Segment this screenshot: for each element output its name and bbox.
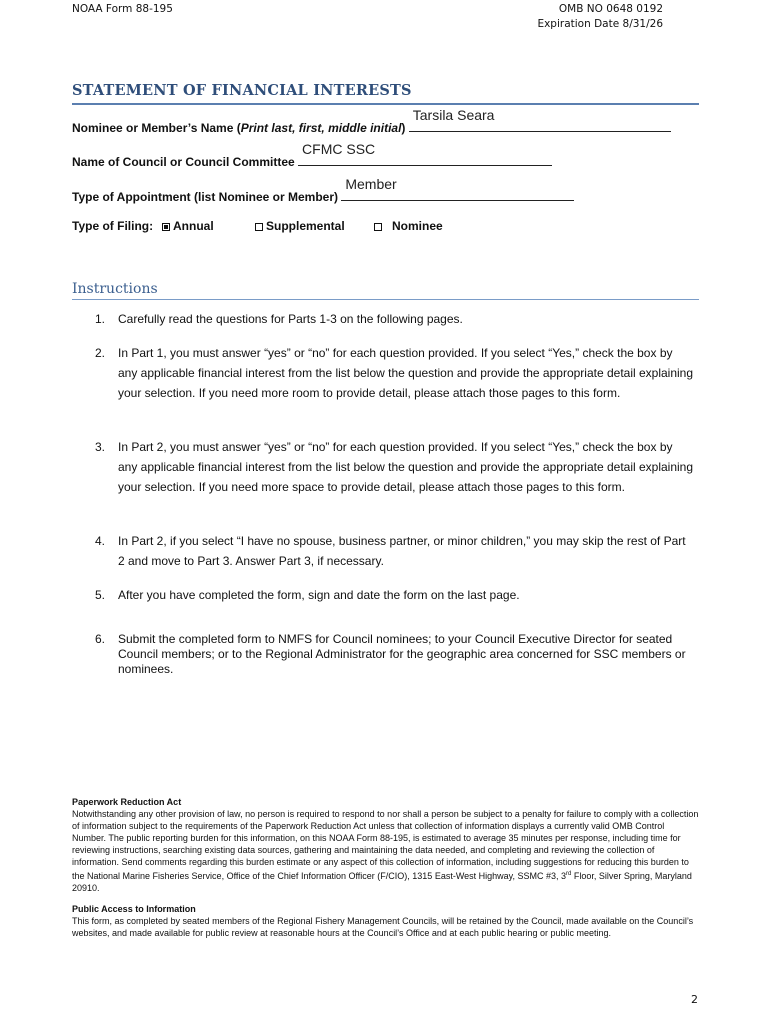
- instruction-text: After you have completed the form, sign and date the form on the last page.: [118, 588, 520, 602]
- paperwork-text-a: Notwithstanding any other provision of law, no person is required to respond to nor shall a person be subject to a penalty for failure to comply with a collection of information subject to the requirements of the Paperwork Reduction Act unless that collection of information displays a currently valid OMB Control Number. The public reporting burden for this information, on this NOAA Form 88-195, is estimated to average 35 minutes per response, including time for reviewing instructions, searching existing data sources, gathering and maintaining the data needed, and completing and reviewing the collection of information. Send comments regarding this burden estimate or any aspect of this collection of information, including suggestions for reducing this burden to the National Marine Fisheries Service, Office of the Chief Information Officer (F/CIO), 1315 East-West Highway, SSMC #3, 3: [72, 809, 699, 881]
- instruction-text: In Part 2, you must answer “yes” or “no” for each question provided. If you select “Yes,” check the box by any applicable financial interest from the list below the question and provide the appropriate detail explaining your selection. If you need more space to provide detail, please attach those pages to this form.: [118, 440, 694, 494]
- expiration-date: Expiration Date 8/31/26: [537, 18, 663, 30]
- instruction-number: 4.: [95, 534, 106, 548]
- council-name-field: [72, 141, 552, 169]
- council-name-value: CFMC SSC: [302, 141, 376, 157]
- instruction-number: 6.: [95, 632, 106, 646]
- filing-option-annual[interactable]: [162, 219, 214, 233]
- supplemental-checkbox[interactable]: [255, 223, 263, 231]
- title-rule: [72, 103, 699, 105]
- instruction-number: 1.: [95, 312, 106, 326]
- instruction-item: [95, 343, 695, 403]
- page-title: STATEMENT OF FINANCIAL INTERESTS: [72, 82, 412, 99]
- supplemental-label: Supplemental: [266, 219, 345, 233]
- appointment-type-input[interactable]: [341, 176, 574, 201]
- omb-number: OMB NO 0648 0192: [558, 3, 663, 15]
- instruction-item: [95, 437, 695, 497]
- instruction-number: 5.: [95, 588, 106, 602]
- paperwork-text: [72, 808, 700, 894]
- page-number: 2: [691, 993, 698, 1006]
- instruction-text: In Part 2, if you select “I have no spouse, business partner, or minor children,” you may skip the rest of Part 2 and move to Part 3. Answer Part 3, if necessary.: [118, 534, 686, 568]
- instruction-item: [95, 309, 695, 329]
- nominee-label-b: Print last, first, middle initial: [240, 121, 402, 135]
- annual-checkbox[interactable]: [162, 223, 170, 231]
- filing-type-label: Type of Filing:: [72, 219, 154, 233]
- filing-option-nominee[interactable]: [374, 219, 443, 233]
- nominee-name-input[interactable]: [409, 107, 671, 132]
- instruction-text: In Part 1, you must answer “yes” or “no” for each question provided. If you select “Yes,” check the box by any applicable financial interest from the list below the question and provide the appropriate detail explaining your selection. If you need more room to provide detail, please attach those pages to this form.: [118, 346, 694, 400]
- instructions-rule: [72, 299, 699, 300]
- nominee-label-a: Nominee or Member’s Name (: [72, 121, 241, 135]
- nominee-name-field: [72, 107, 671, 135]
- nominee-label: Nominee: [392, 219, 443, 233]
- annual-label: Annual: [173, 219, 214, 233]
- instruction-number: 3.: [95, 440, 106, 454]
- instruction-item: [95, 632, 695, 677]
- instruction-item: [95, 585, 695, 605]
- instruction-item: [95, 531, 695, 571]
- paperwork-text-b: Floor, Silver Spring, Maryland 20910.: [72, 871, 692, 893]
- instruction-text: Carefully read the questions for Parts 1-3 on the following pages.: [118, 312, 463, 326]
- public-access-text: This form, as completed by seated members of the Regional Fishery Management Councils, will be retained by the Council, made available on the Council’s websites, and made available for public review at reasonable hours at the Council’s Office and at each public hearing or public meeting.: [72, 916, 694, 938]
- filing-option-supplemental[interactable]: [255, 219, 345, 233]
- council-label: Name of Council or Council Committee: [72, 155, 295, 169]
- nominee-checkbox[interactable]: [374, 223, 382, 231]
- form-number: NOAA Form 88-195: [72, 3, 173, 15]
- paperwork-sup: rd: [566, 871, 572, 877]
- nominee-label-c: ): [401, 121, 406, 135]
- appointment-type-field: [72, 176, 574, 204]
- instruction-number: 2.: [95, 346, 106, 360]
- instruction-text: Submit the completed form to NMFS for Council nominees; to your Council Executive Director for seated Council members; or to the Regional Administrator for the geographic area concerned for SSC members or nominees.: [118, 632, 686, 676]
- appointment-label: Type of Appointment (list Nominee or Member): [72, 190, 339, 204]
- instructions-heading: Instructions: [72, 281, 158, 297]
- paperwork-heading: Paperwork Reduction Act: [72, 797, 182, 807]
- appointment-type-value: Member: [345, 176, 397, 192]
- public-access-heading: Public Access to Information: [72, 904, 196, 914]
- council-name-input[interactable]: [298, 141, 552, 166]
- filing-type-row: [72, 219, 472, 235]
- nominee-name-value: Tarsila Seara: [412, 107, 495, 123]
